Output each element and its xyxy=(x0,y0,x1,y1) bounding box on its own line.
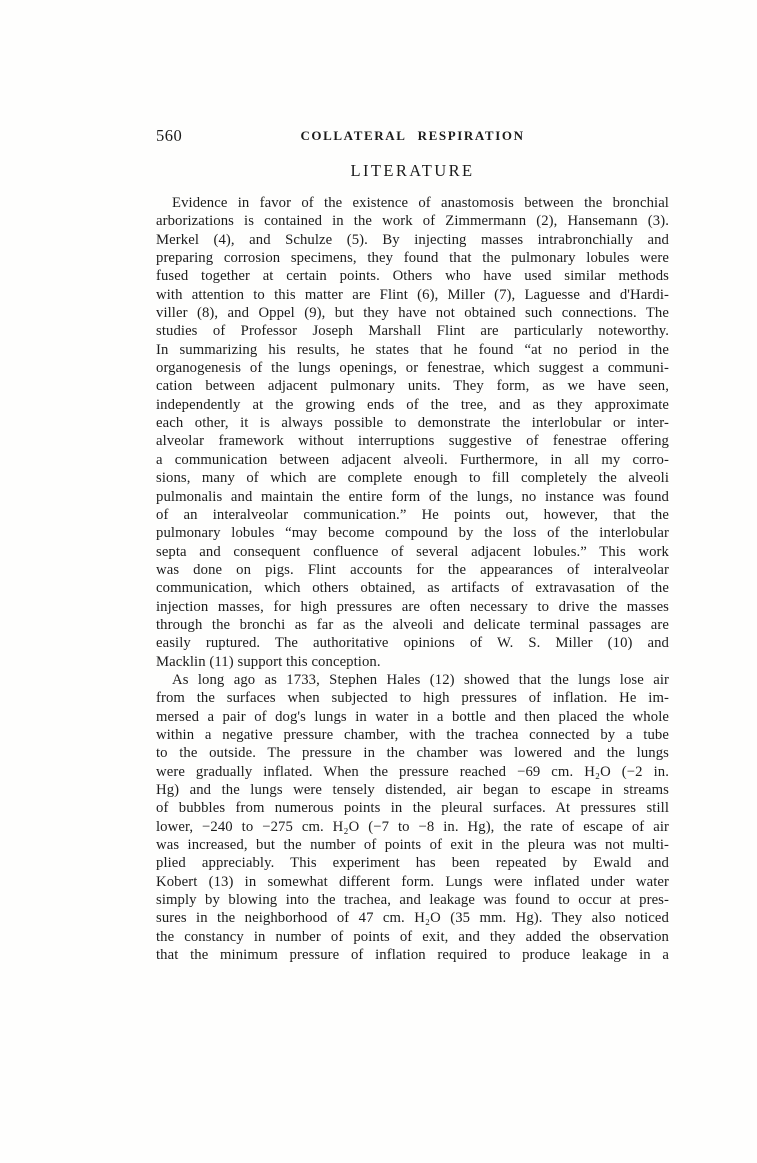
text-line: from the surfaces when subjected to high pressures of inflation. He im- xyxy=(156,690,669,707)
text-line: communication, which others obtained, as artifacts of extravasation of the xyxy=(156,580,669,597)
text-line: a communication between adjacent alveoli. Furthermore, in all my corro- xyxy=(156,451,669,468)
text-line: cation between adjacent pulmonary units. They form, as we have seen, xyxy=(156,378,669,395)
text-line: that the minimum pressure of inflation required to produce leakage in a xyxy=(156,947,669,964)
text-line: viller (8), and Oppel (9), but they have not obtained such connections. The xyxy=(156,305,669,322)
section-heading: LITERATURE xyxy=(350,161,475,180)
body-text xyxy=(156,194,669,964)
page-number: 560 xyxy=(156,126,183,145)
text-line: preparing corrosion specimens, they found that the pulmonary lobules were xyxy=(156,250,669,267)
text-line: pulmonalis and maintain the entire form of the lungs, no instance was found xyxy=(156,488,669,505)
text-line: In summarizing his results, he states that he found “at no period in the xyxy=(156,341,669,358)
text-line: easily ruptured. The authoritative opinions of W. S. Miller (10) and xyxy=(156,635,669,652)
text-line: Macklin (11) support this conception. xyxy=(156,653,381,670)
text-line: As long ago as 1733, Stephen Hales (12) showed that the lungs lose air xyxy=(172,671,669,688)
text-line: mersed a pair of dog's lungs in water in a bottle and then placed the whole xyxy=(156,708,669,725)
text-line: pulmonary lobules “may become compound by the loss of the interlobular xyxy=(156,525,669,542)
paragraph xyxy=(156,671,669,965)
text-line: each other, it is always possible to demonstrate the interlobular or inter- xyxy=(156,415,669,432)
page-header xyxy=(156,126,669,146)
text-line: Hg) and the lungs were tensely distended, air began to escape in streams xyxy=(156,782,669,798)
text-line: was increased, but the number of points of exit in the pleura was not multi- xyxy=(156,837,669,854)
text-line: lower, −240 to −275 cm. H₂O (−7 to −8 in. Hg), the rate of escape of air xyxy=(156,818,669,835)
text-line: septa and consequent confluence of several adjacent lobules.” This work xyxy=(156,543,669,560)
text-line: organogenesis of the lungs openings, or fenestrae, which suggest a communi- xyxy=(156,360,669,377)
text-line: arborizations is contained in the work of Zimmermann (2), Hansemann (3). xyxy=(156,213,669,230)
text-line: plied appreciably. This experiment has been repeated by Ewald and xyxy=(156,855,669,872)
text-line: the constancy in number of points of exit, and they added the observation xyxy=(156,928,669,945)
text-line: sions, many of which are complete enough to fill completely the alveoli xyxy=(156,470,669,487)
text-line: were gradually inflated. When the pressure reached −69 cm. H₂O (−2 in. xyxy=(156,763,669,780)
text-line: through the bronchi as far as the alveoli and delicate terminal passages are xyxy=(156,616,669,633)
text-line: fused together at certain points. Others who have used similar methods xyxy=(156,268,669,285)
text-line: to the outside. The pressure in the chamber was lowered and the lungs xyxy=(156,745,669,762)
text-line: with attention to this matter are Flint (6), Miller (7), Laguesse and d'Hardi- xyxy=(156,286,669,303)
text-line: independently at the growing ends of the tree, and as they approximate xyxy=(156,396,669,413)
text-line: of bubbles from numerous points in the pleural surfaces. At pressures still xyxy=(156,800,669,817)
text-line: Evidence in favor of the existence of anastomosis between the bronchial xyxy=(172,195,669,211)
running-title: COLLATERAL RESPIRATION xyxy=(300,128,525,143)
text-line: studies of Professor Joseph Marshall Flint are particularly noteworthy. xyxy=(156,323,669,340)
text-line: was done on pigs. Flint accounts for the appearances of interalveolar xyxy=(156,561,669,578)
text-line: of an interalveolar communication.” He points out, however, that the xyxy=(156,506,669,523)
paragraph xyxy=(156,194,669,671)
text-line: within a negative pressure chamber, with the trachea connected by a tube xyxy=(156,726,669,743)
text-line: Merkel (4), and Schulze (5). By injecting masses intrabronchially and xyxy=(156,231,669,248)
text-line: sures in the neighborhood of 47 cm. H₂O (35 mm. Hg). They also noticed xyxy=(156,910,669,927)
text-line: alveolar framework without interruptions suggestive of fenestrae offering xyxy=(156,433,669,450)
text-line: Kobert (13) in somewhat different form. Lungs were inflated under water xyxy=(156,873,669,890)
text-line: simply by blowing into the trachea, and leakage was found to occur at pres- xyxy=(156,892,669,909)
text-line: injection masses, for high pressures are often necessary to drive the masses xyxy=(156,598,669,615)
